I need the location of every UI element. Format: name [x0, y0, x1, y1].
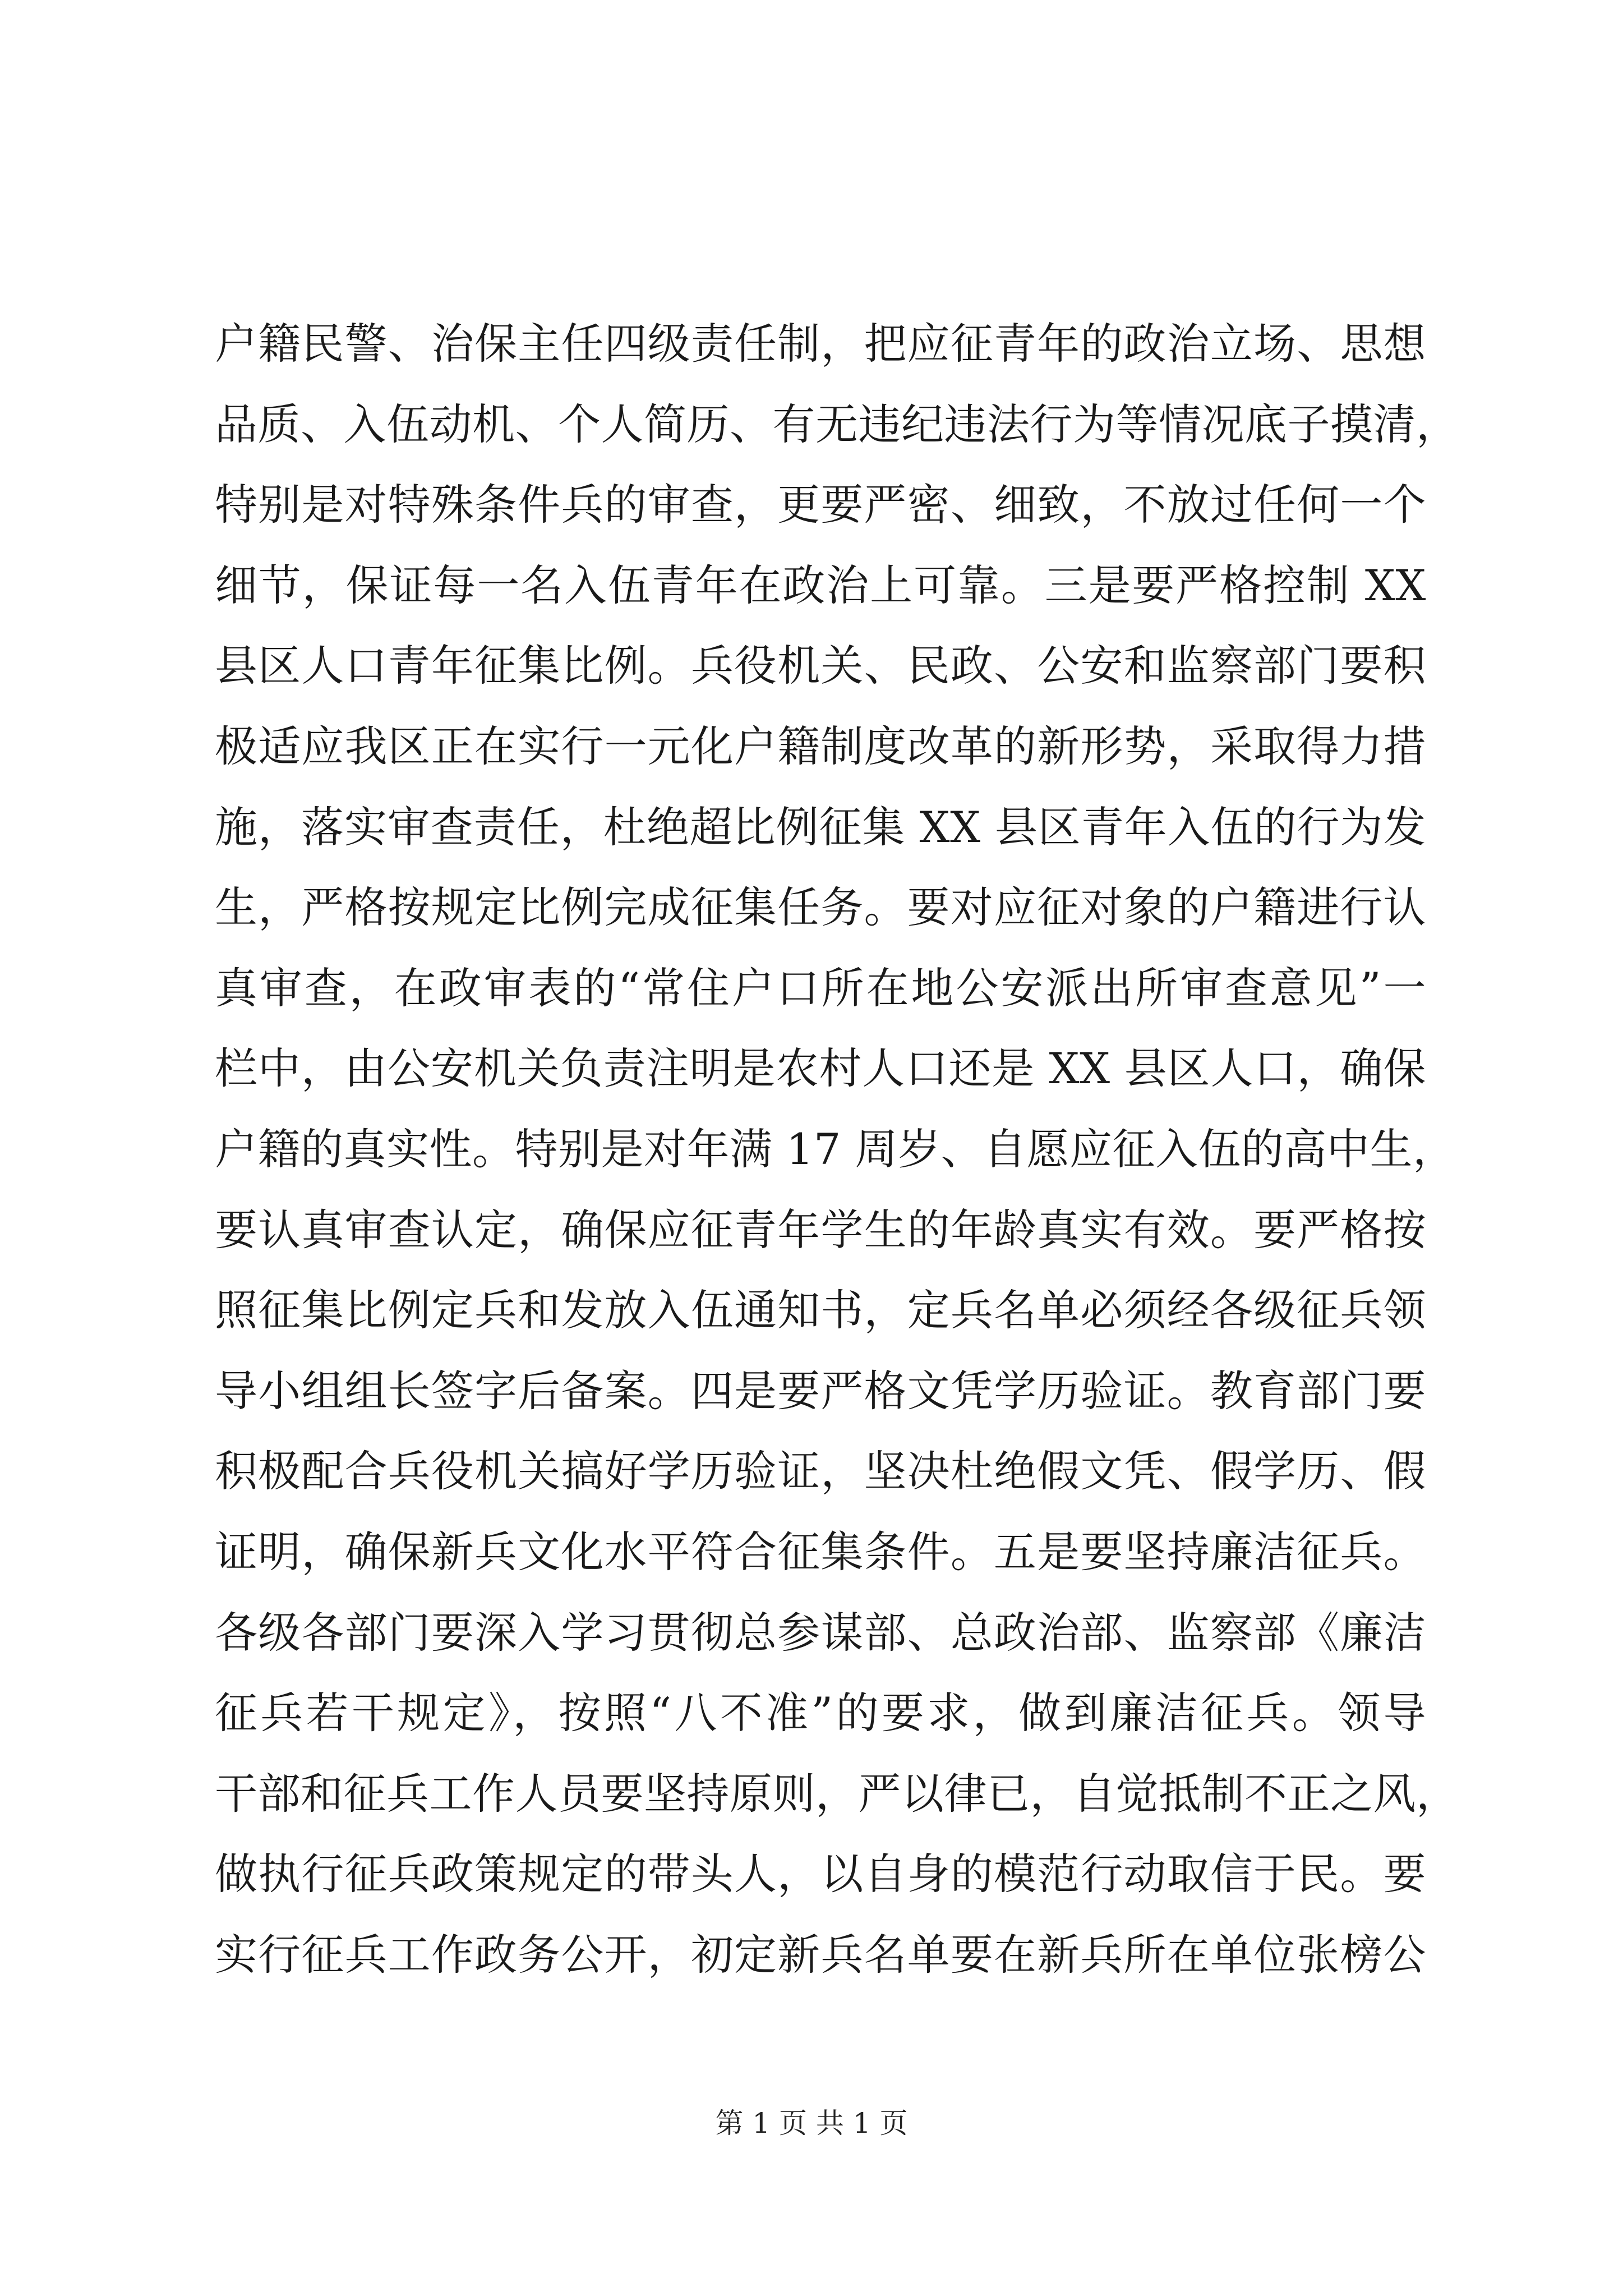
text-line: 施，落实审查责任，杜绝超比例征集 XX 县区青年入伍的行为发	[215, 802, 1426, 852]
text-line: 各级各部门要深入学习贯彻总参谋部、总政治部、监察部《廉洁	[215, 1607, 1426, 1658]
text-line: 县区人口青年征集比例。兵役机关、民政、公安和监察部门要积	[215, 641, 1426, 691]
text-line: 品质、入伍动机、个人简历、有无违纪违法行为等情况底子摸清，	[215, 399, 1459, 449]
text-line: 户籍的真实性。特别是对年满 17 周岁、自愿应征入伍的高中生，	[215, 1124, 1456, 1174]
text-line: 生，严格按规定比例完成征集任务。要对应征对象的户籍进行认	[215, 882, 1426, 933]
text-line: 积极配合兵役机关搞好学历验证，坚决杜绝假文凭、假学历、假	[215, 1446, 1426, 1497]
text-line: 要认真审查认定，确保应征青年学生的年龄真实有效。要严格按	[215, 1204, 1426, 1255]
text-line: 导小组组长签字后备案。四是要严格文凭学历验证。教育部门要	[215, 1365, 1426, 1416]
text-line: 户籍民警、治保主任四级责任制，把应征青年的政治立场、思想	[215, 319, 1426, 369]
text-line: 细节，保证每一名入伍青年在政治上可靠。三是要严格控制 XX	[215, 560, 1426, 610]
text-line: 真审查，在政审表的“常住户口所在地公安派出所审查意见”一	[215, 963, 1426, 1013]
page-footer	[0, 2106, 1623, 2140]
page-number-label: 第 1 页 共 1 页	[715, 2107, 908, 2139]
text-line: 照征集比例定兵和发放入伍通知书，定兵名单必须经各级征兵领	[215, 1285, 1426, 1336]
text-line: 特别是对特殊条件兵的审查，更要严密、细致，不放过任何一个	[215, 480, 1426, 530]
text-line: 证明，确保新兵文化水平符合征集条件。五是要坚持廉洁征兵。	[215, 1526, 1426, 1577]
text-line: 极适应我区正在实行一元化户籍制度改革的新形势，采取得力措	[215, 721, 1426, 771]
body-text	[215, 303, 1459, 1995]
text-line: 栏中，由公安机关负责注明是农村人口还是 XX 县区人口，确保	[215, 1043, 1426, 1094]
text-line: 干部和征兵工作人员要坚持原则，严以律已，自觉抵制不正之风，	[215, 1768, 1459, 1819]
text-line: 做执行征兵政策规定的带头人，以自身的模范行动取信于民。要	[215, 1849, 1426, 1899]
text-line: 征兵若干规定》，按照“八不准”的要求，做到廉洁征兵。领导	[215, 1688, 1426, 1738]
text-line: 实行征兵工作政务公开，初定新兵名单要在新兵所在单位张榜公	[215, 1929, 1426, 1980]
